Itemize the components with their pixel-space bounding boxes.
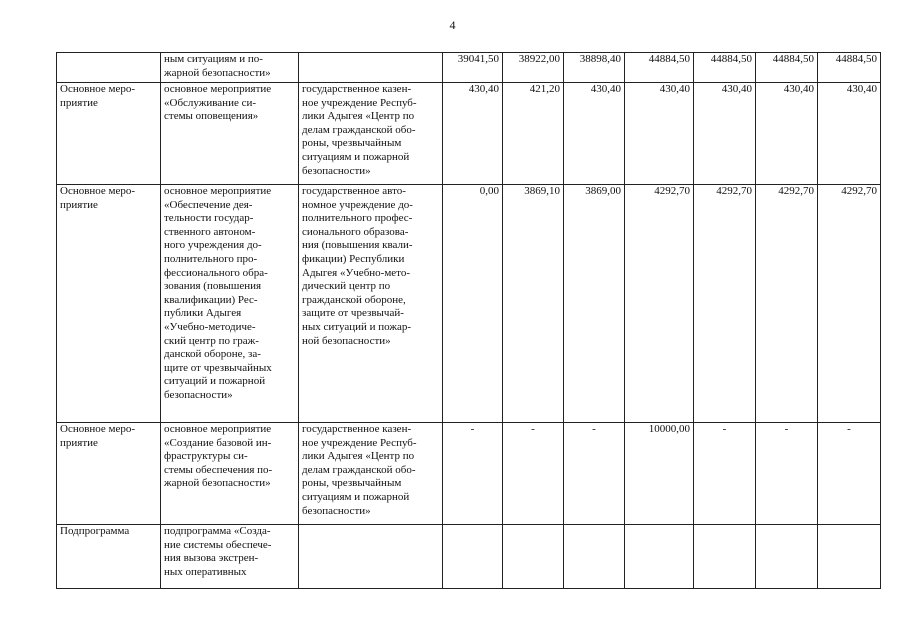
value-cell <box>443 83 503 185</box>
value-cell-text: 421,20 <box>529 83 560 95</box>
value-cell <box>443 423 503 525</box>
page-number: 4 <box>449 18 456 32</box>
value-cell <box>625 525 694 589</box>
value-cell <box>443 525 503 589</box>
value-cell <box>564 53 625 83</box>
value-cell <box>694 423 756 525</box>
executor-cell <box>299 83 443 185</box>
event-type-cell-text: Основное меро- приятие <box>60 83 136 109</box>
table-row <box>57 525 881 589</box>
value-cell-text: 4292,70 <box>778 185 814 197</box>
event-name-cell <box>161 423 299 525</box>
value-cell-text: 430,40 <box>659 83 690 95</box>
value-cell <box>756 83 818 185</box>
value-cell <box>694 185 756 423</box>
value-cell-text: 430,40 <box>468 83 499 95</box>
value-cell <box>818 83 881 185</box>
value-cell <box>818 423 881 525</box>
value-cell-text: 38898,40 <box>579 53 621 65</box>
executor-cell-text: государственное авто- номное учреждение до- полнительного профес- сионального образова- ния (повышения квали- фикации) Республики Адыгея «Учебно-мето- дический центр по гражданской обороне, защите от чрезвычай- ных ситуаций и пожар- ной безопасности» <box>302 185 413 347</box>
executor-cell <box>299 423 443 525</box>
value-cell <box>503 53 564 83</box>
value-cell-text: 3869,10 <box>524 185 560 197</box>
value-cell-text: 10000,00 <box>648 423 690 435</box>
event-name-cell-text: основное мероприятие «Создание базовой ин- фраструктуры си- стемы обеспечения по- жарной безопасности» <box>164 423 273 490</box>
value-cell <box>818 525 881 589</box>
budget-table <box>56 52 881 589</box>
event-type-cell <box>57 525 161 589</box>
value-cell-text: 44884,50 <box>648 53 690 65</box>
value-cell <box>503 423 564 525</box>
event-name-cell <box>161 185 299 423</box>
value-cell-text: 4292,70 <box>654 185 690 197</box>
value-cell-text: 430,40 <box>846 83 877 95</box>
value-cell <box>503 185 564 423</box>
value-cell-text: - <box>531 423 535 435</box>
executor-cell-text: государственное казен- ное учреждение Респуб- лики Адыгея «Центр по делам гражданской обо- роны, чрезвычайным ситуациям и пожарной безопасности» <box>302 83 417 177</box>
value-cell-text: 3869,00 <box>585 185 621 197</box>
value-cell-text: 4292,70 <box>841 185 877 197</box>
value-cell <box>503 83 564 185</box>
value-cell <box>625 185 694 423</box>
value-cell-text: 4292,70 <box>716 185 752 197</box>
value-cell <box>818 185 881 423</box>
value-cell <box>443 185 503 423</box>
value-cell-text: 430,40 <box>590 83 621 95</box>
value-cell <box>818 53 881 83</box>
event-type-cell-text: Основное меро- приятие <box>60 185 136 211</box>
value-cell-text: 44884,50 <box>772 53 814 65</box>
value-cell <box>756 53 818 83</box>
value-cell-text: - <box>470 423 475 435</box>
table-row <box>57 423 881 525</box>
table-row <box>57 83 881 185</box>
executor-cell <box>299 53 443 83</box>
value-cell <box>564 525 625 589</box>
value-cell-text: 44884,50 <box>835 53 877 65</box>
event-type-cell <box>57 423 161 525</box>
executor-cell-text: государственное казен- ное учреждение Респуб- лики Адыгея «Центр по делам гражданской обо- роны, чрезвычайным ситуациям и пожарной безопасности» <box>302 423 417 517</box>
value-cell <box>443 53 503 83</box>
value-cell-text: 430,40 <box>721 83 752 95</box>
event-name-cell-text: подпрограмма «Созда- ние системы обеспече- ния вызова экстрен- ных оперативных <box>164 525 272 578</box>
executor-cell <box>299 525 443 589</box>
event-type-cell <box>57 53 161 83</box>
value-cell-text: 44884,50 <box>710 53 752 65</box>
value-cell <box>625 53 694 83</box>
value-cell <box>694 53 756 83</box>
event-name-cell-text: основное мероприятие «Обеспечение дея- тельности государ- ственного автоном- ного учреждения до- полнительного про- фессионального обра- зования (повышения квалификации) Рес- публики Адыгея «Учебно-методиче- ский центр по граж- данской обороне, за- щите от чрезвычайных ситуаций и пожарной безопасности» <box>164 185 272 401</box>
value-cell-text: 430,40 <box>783 83 814 95</box>
value-cell <box>694 525 756 589</box>
event-type-cell <box>57 83 161 185</box>
value-cell-text: 38922,00 <box>518 53 560 65</box>
value-cell <box>694 83 756 185</box>
value-cell-text: - <box>784 423 789 435</box>
value-cell <box>756 525 818 589</box>
value-cell-text: 0,00 <box>479 185 499 197</box>
event-type-cell <box>57 185 161 423</box>
value-cell-text: 39041,50 <box>457 53 499 65</box>
event-name-cell <box>161 83 299 185</box>
value-cell-text: - <box>847 423 851 435</box>
event-name-cell-text: ным ситуациям и по- жарной безопасности» <box>164 53 271 79</box>
event-type-cell-text: Подпрограмма <box>60 525 130 537</box>
table-row <box>57 185 881 423</box>
event-type-cell-text: Основное меро- приятие <box>60 423 136 449</box>
value-cell <box>564 83 625 185</box>
value-cell <box>625 83 694 185</box>
executor-cell <box>299 185 443 423</box>
event-name-cell-text: основное мероприятие «Обслуживание си- стемы оповещения» <box>164 83 272 123</box>
value-cell-text: - <box>592 423 596 435</box>
value-cell <box>625 423 694 525</box>
table-row <box>57 53 881 83</box>
value-cell <box>756 423 818 525</box>
value-cell <box>564 185 625 423</box>
event-name-cell <box>161 525 299 589</box>
value-cell <box>564 423 625 525</box>
value-cell <box>756 185 818 423</box>
value-cell-text: - <box>722 423 727 435</box>
value-cell <box>503 525 564 589</box>
event-name-cell <box>161 53 299 83</box>
